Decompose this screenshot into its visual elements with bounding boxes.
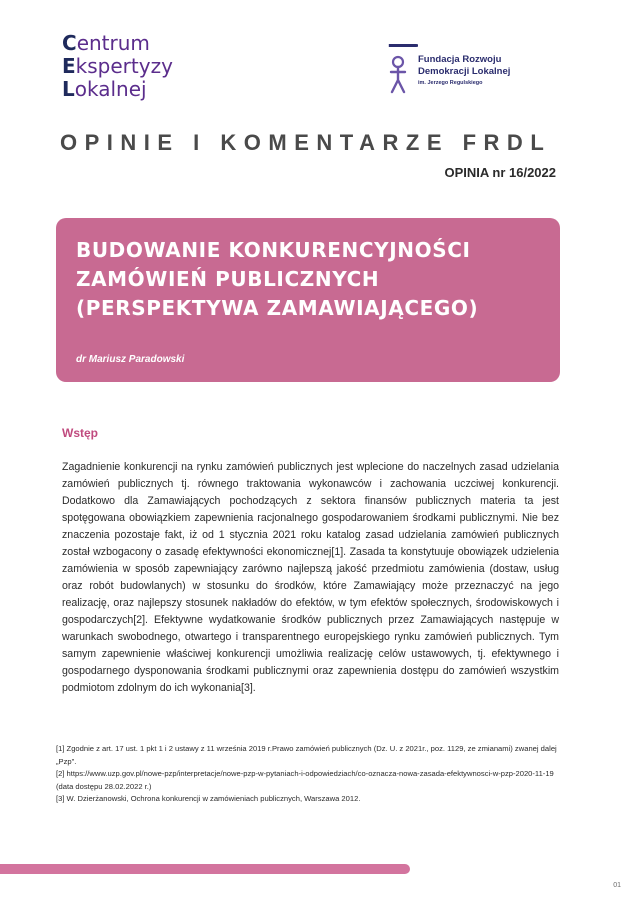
cel-logo-line-2: Ekspertyzy <box>62 54 173 78</box>
cel-logo <box>62 32 173 101</box>
frdl-patron: im. Jerzego Regulskiego <box>418 80 483 86</box>
cel-logo-line-1: Centrum <box>62 31 150 55</box>
title-banner <box>56 218 560 382</box>
decorative-bottom-bar <box>0 864 410 874</box>
footnote-1: [1] Zgodnie z art. 17 ust. 1 pkt 1 i 2 ustawy z 11 września 2019 r.Prawo zamówień publicznych (Dz. U. z 2021r., poz. 1129, ze zmianami) zwanej dalej „Pzp". <box>56 744 557 766</box>
frdl-logo <box>388 44 538 100</box>
section-heading: Wstęp <box>62 426 98 440</box>
cel-logo-line-3: Lokalnej <box>62 77 147 101</box>
opinion-number: OPINIA nr 16/2022 <box>444 165 556 180</box>
page-number: 01 <box>613 882 621 889</box>
frdl-figure-icon <box>388 44 418 100</box>
footnote-3: [3] W. Dzierżanowski, Ochrona konkurencji w zamówieniach publicznych, Warszawa 2012. <box>56 794 361 803</box>
series-title: OPINIE I KOMENTARZE FRDL <box>60 130 552 155</box>
body-paragraph: Zagadnienie konkurencji na rynku zamówień publicznych jest wplecione do naczelnych zasad udzielania zamówień publicznych tj. równego traktowania wykonawców i zachowania uczciwej konkurencji. Dodatkowo dla Zamawiających pochodzących z sektora finansów publicznych materia ta jest spotęgowana obowiązkiem zapewnienia racjonalnego gospodarowaniem środkami publicznymi. Nie bez znaczenia pozostaje fakt, iż od 1 stycznia 2021 roku katalog zasad udzielania zamówień publicznych został wzbogacony o zasadę efektywności ekonomicznej[1]. Zasada ta konstytuuje obowiązek udzielenia zamówienia w sposób zapewniający zarówno najlepszą jakość przedmiotu zamówienia (dostaw, usług oraz robót budowlanych) w stosunku do środków, które Zamawiający może przeznaczyć na jego realizację, oraz najlepszy stosunek nakładów do efektów, w tym efektów społecznych, środowiskowych i gospodarczych[2]. Efektywne wydatkowanie środków publicznych przez Zamawiających następuje w warunkach swobodnego, otwartego i transparentnego europejskiego rynku zamówień publicznych. Tym samym zapewnienie właściwej konkurencji umożliwia realizację celów ustawowych, tj. efektywnego i gospodarnego dysponowania środkami publicznymi oraz zapewnienia dostępu do zamówień wszystkim podmiotom zdolnym do ich wykonania[3]. <box>62 461 559 694</box>
author: dr Mariusz Paradowski <box>76 354 185 365</box>
footnote-2: [2] https://www.uzp.gov.pl/nowe-pzp/interpretacje/nowe-pzp-w-pytaniach-i-odpowiedziach/co-oznacza-nowa-zasada-efektywnosci-w-pzp-2020-11-19 (data dostępu 28.02.2022 r.) <box>56 769 554 791</box>
footnotes <box>56 743 566 806</box>
frdl-name: Fundacja Rozwoju Demokracji Lokalnej <box>418 54 511 77</box>
document-title: BUDOWANIE KONKURENCYJNOŚCI ZAMÓWIEŃ PUBLICZNYCH (PERSPEKTYWA ZAMAWIAJĄCEGO) <box>76 238 479 320</box>
